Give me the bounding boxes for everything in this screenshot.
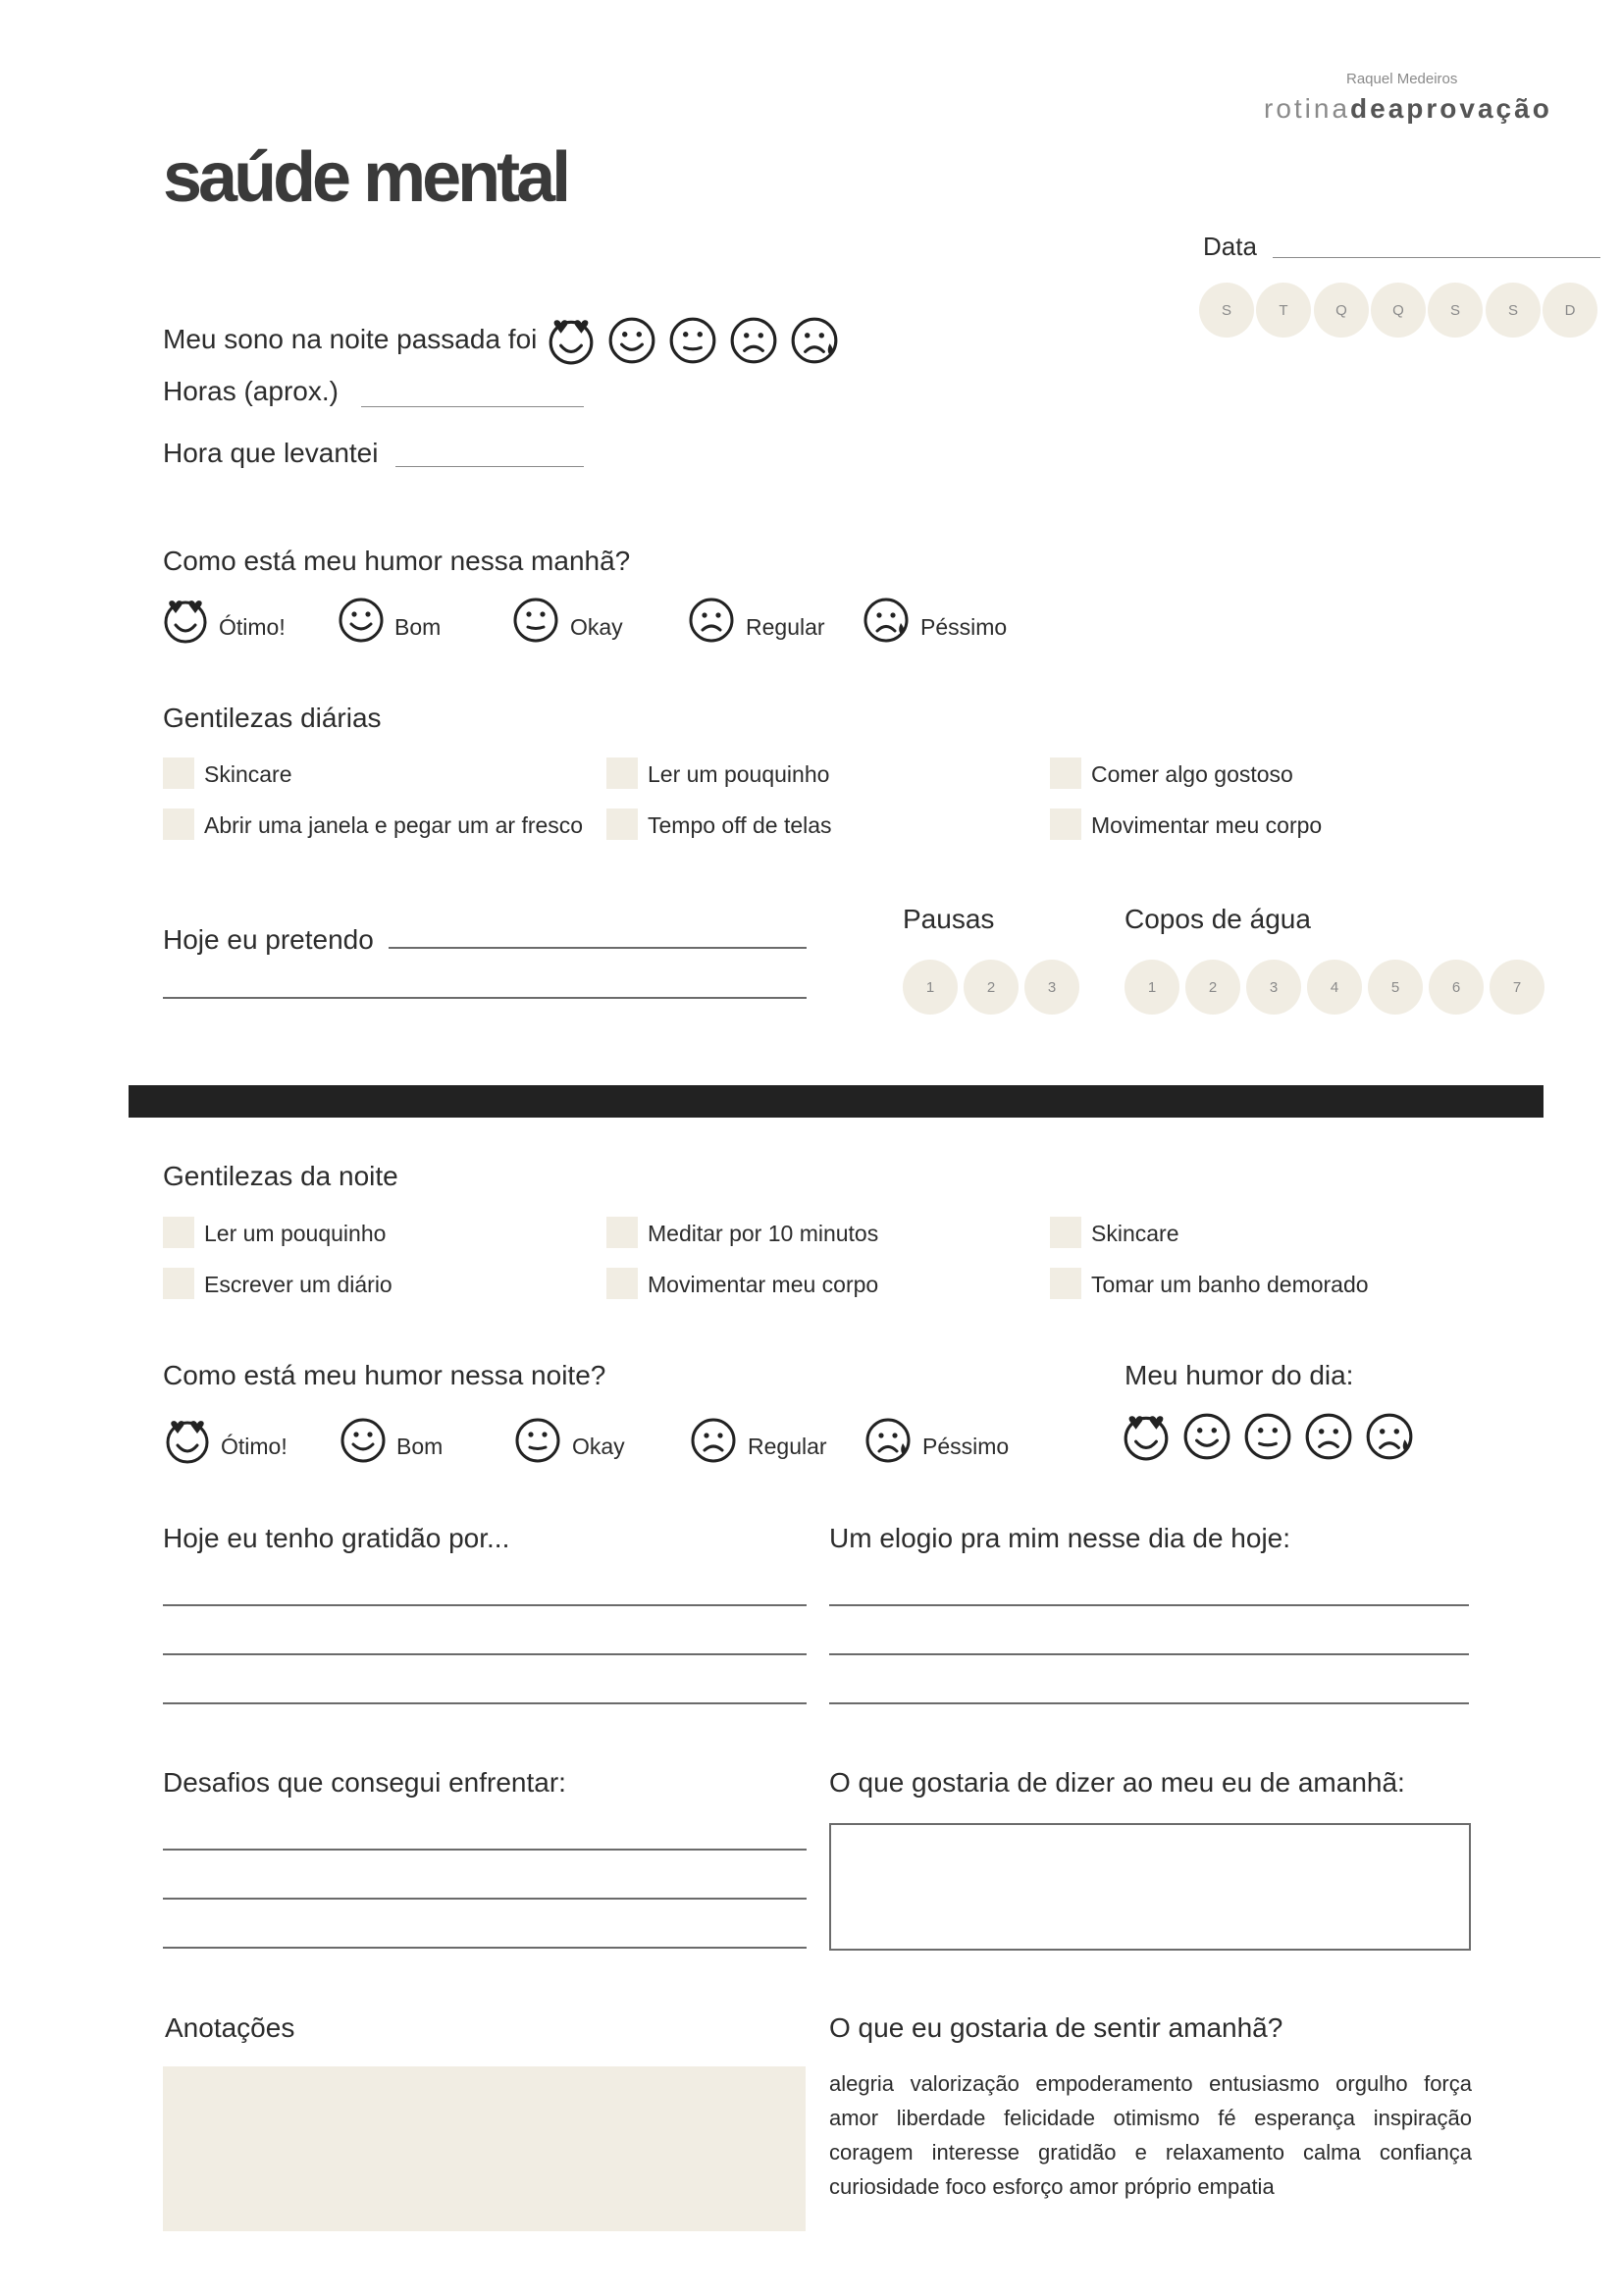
brand-logo <box>1264 93 1552 125</box>
checkbox-label: Tomar um banho demorado <box>1091 1272 1369 1297</box>
day-mood-label: Meu humor do dia: <box>1125 1360 1354 1390</box>
face-love-icon[interactable] <box>161 596 210 645</box>
face-okay-icon[interactable] <box>511 596 560 645</box>
face-sad-icon[interactable] <box>1303 1411 1354 1462</box>
section-divider <box>129 1085 1544 1118</box>
weekday-circle[interactable]: S <box>1486 283 1541 338</box>
date-field[interactable] <box>1273 257 1600 258</box>
mood-option-label: Bom <box>396 1434 444 1459</box>
checkbox[interactable] <box>1050 809 1081 840</box>
face-okay-icon[interactable] <box>513 1416 562 1465</box>
face-sad-icon[interactable] <box>687 596 736 645</box>
checkbox-label: Escrever um diário <box>204 1272 392 1297</box>
compliment-field[interactable] <box>829 1702 1469 1704</box>
mood-option-label: Okay <box>572 1434 625 1459</box>
mood-option-label: Okay <box>570 614 623 640</box>
hours-label: Horas (aprox.) <box>163 376 339 406</box>
plan-label: Hoje eu pretendo <box>163 924 374 955</box>
checkbox[interactable] <box>163 809 194 840</box>
mood-option-label: Bom <box>394 614 442 640</box>
brand-light: rotina <box>1264 93 1351 124</box>
face-awful-icon[interactable] <box>863 1416 913 1465</box>
water-circle[interactable]: 5 <box>1368 960 1423 1015</box>
face-happy-icon[interactable] <box>339 1416 388 1465</box>
plan-field[interactable] <box>389 947 807 949</box>
water-circle[interactable]: 7 <box>1490 960 1544 1015</box>
checkbox-label: Meditar por 10 minutos <box>648 1221 879 1246</box>
face-love-icon[interactable] <box>546 315 597 366</box>
compliment-field[interactable] <box>829 1604 1469 1606</box>
challenges-field[interactable] <box>163 1849 807 1851</box>
face-love-icon[interactable] <box>163 1416 212 1465</box>
weekday-circle[interactable]: Q <box>1371 283 1426 338</box>
mood-option-label: Regular <box>746 614 825 640</box>
pause-circle[interactable]: 3 <box>1024 960 1079 1015</box>
face-happy-icon[interactable] <box>1181 1411 1232 1462</box>
face-sad-icon[interactable] <box>728 315 779 366</box>
daily-kindness-title: Gentilezas diárias <box>163 703 382 733</box>
compliment-field[interactable] <box>829 1653 1469 1655</box>
checkbox-label: Skincare <box>1091 1221 1179 1246</box>
mood-option-label: Ótimo! <box>221 1434 288 1459</box>
checkbox[interactable] <box>1050 1268 1081 1299</box>
checkbox-label: Comer algo gostoso <box>1091 761 1293 787</box>
wake-label: Hora que levantei <box>163 438 379 468</box>
tomorrow-message-label: O que gostaria de dizer ao meu eu de amanhã: <box>829 1767 1405 1798</box>
water-label: Copos de água <box>1125 904 1311 934</box>
feelings-word-list: alegria valorização empoderamento entusiasmo orgulho força amor liberdade felicidade otimismo fé esperança inspiração coragem interesse gratidão e relaxamento calma confiança curiosidade foco esforço amor próprio empatia <box>829 2071 1472 2199</box>
checkbox-label: Tempo off de telas <box>648 812 832 838</box>
brand-bold: deaprovação <box>1350 93 1552 124</box>
challenges-field[interactable] <box>163 1947 807 1949</box>
checkbox-label: Abrir uma janela e pegar um ar fresco <box>204 812 584 838</box>
night-mood-question: Como está meu humor nessa noite? <box>163 1360 606 1390</box>
author-name: Raquel Medeiros <box>1346 71 1458 87</box>
face-awful-icon[interactable] <box>862 596 911 645</box>
mood-option-label: Péssimo <box>920 614 1008 640</box>
water-circle[interactable]: 6 <box>1429 960 1484 1015</box>
weekday-circle[interactable]: Q <box>1314 283 1369 338</box>
weekday-circle[interactable]: T <box>1256 283 1311 338</box>
night-kindness-title: Gentilezas da noite <box>163 1161 398 1191</box>
checkbox-label: Ler um pouquinho <box>204 1221 387 1246</box>
pause-circle[interactable]: 1 <box>903 960 958 1015</box>
water-circle[interactable]: 2 <box>1185 960 1240 1015</box>
tomorrow-message-box[interactable] <box>829 1823 1471 1951</box>
tomorrow-feelings-label: O que eu gostaria de sentir amanhã? <box>829 2012 1283 2043</box>
checkbox[interactable] <box>1050 1217 1081 1248</box>
gratitude-label: Hoje eu tenho gratidão por... <box>163 1523 510 1553</box>
checkbox[interactable] <box>606 757 638 789</box>
wake-field[interactable] <box>395 466 584 467</box>
face-awful-icon[interactable] <box>789 315 840 366</box>
checkbox-label: Skincare <box>204 761 292 787</box>
checkbox[interactable] <box>606 1268 638 1299</box>
plan-field[interactable] <box>163 997 807 999</box>
face-happy-icon[interactable] <box>337 596 386 645</box>
gratitude-field[interactable] <box>163 1653 807 1655</box>
checkbox[interactable] <box>1050 757 1081 789</box>
face-okay-icon[interactable] <box>667 315 718 366</box>
checkbox-label: Movimentar meu corpo <box>1091 812 1323 838</box>
checkbox[interactable] <box>606 809 638 840</box>
challenges-field[interactable] <box>163 1898 807 1900</box>
challenges-label: Desafios que consegui enfrentar: <box>163 1767 566 1798</box>
compliment-label: Um elogio pra mim nesse dia de hoje: <box>829 1523 1291 1553</box>
notes-label: Anotações <box>165 2012 295 2043</box>
gratitude-field[interactable] <box>163 1702 807 1704</box>
face-awful-icon[interactable] <box>1364 1411 1415 1462</box>
weekday-circle[interactable]: S <box>1428 283 1483 338</box>
pauses-label: Pausas <box>903 904 995 934</box>
weekday-circle[interactable]: S <box>1199 283 1254 338</box>
face-sad-icon[interactable] <box>689 1416 738 1465</box>
weekday-circle[interactable]: D <box>1543 283 1597 338</box>
checkbox-label: Ler um pouquinho <box>648 761 830 787</box>
water-circle[interactable]: 3 <box>1246 960 1301 1015</box>
water-circle[interactable]: 1 <box>1125 960 1179 1015</box>
pause-circle[interactable]: 2 <box>964 960 1019 1015</box>
morning-mood-question: Como está meu humor nessa manhã? <box>163 546 631 576</box>
face-love-icon[interactable] <box>1121 1411 1172 1462</box>
hours-field[interactable] <box>361 406 584 407</box>
gratitude-field[interactable] <box>163 1604 807 1606</box>
checkbox[interactable] <box>163 1268 194 1299</box>
checkbox[interactable] <box>606 1217 638 1248</box>
face-happy-icon[interactable] <box>606 315 657 366</box>
mood-option-label: Ótimo! <box>219 614 286 640</box>
mood-option-label: Péssimo <box>922 1434 1010 1459</box>
page-title: saúde mental <box>163 138 568 217</box>
water-circle[interactable]: 4 <box>1307 960 1362 1015</box>
checkbox[interactable] <box>163 1217 194 1248</box>
face-okay-icon[interactable] <box>1242 1411 1293 1462</box>
mood-option-label: Regular <box>748 1434 827 1459</box>
sleep-label: Meu sono na noite passada foi <box>163 324 538 354</box>
checkbox-label: Movimentar meu corpo <box>648 1272 879 1297</box>
date-label: Data <box>1203 232 1257 261</box>
notes-area[interactable] <box>163 2066 806 2231</box>
checkbox[interactable] <box>163 757 194 789</box>
